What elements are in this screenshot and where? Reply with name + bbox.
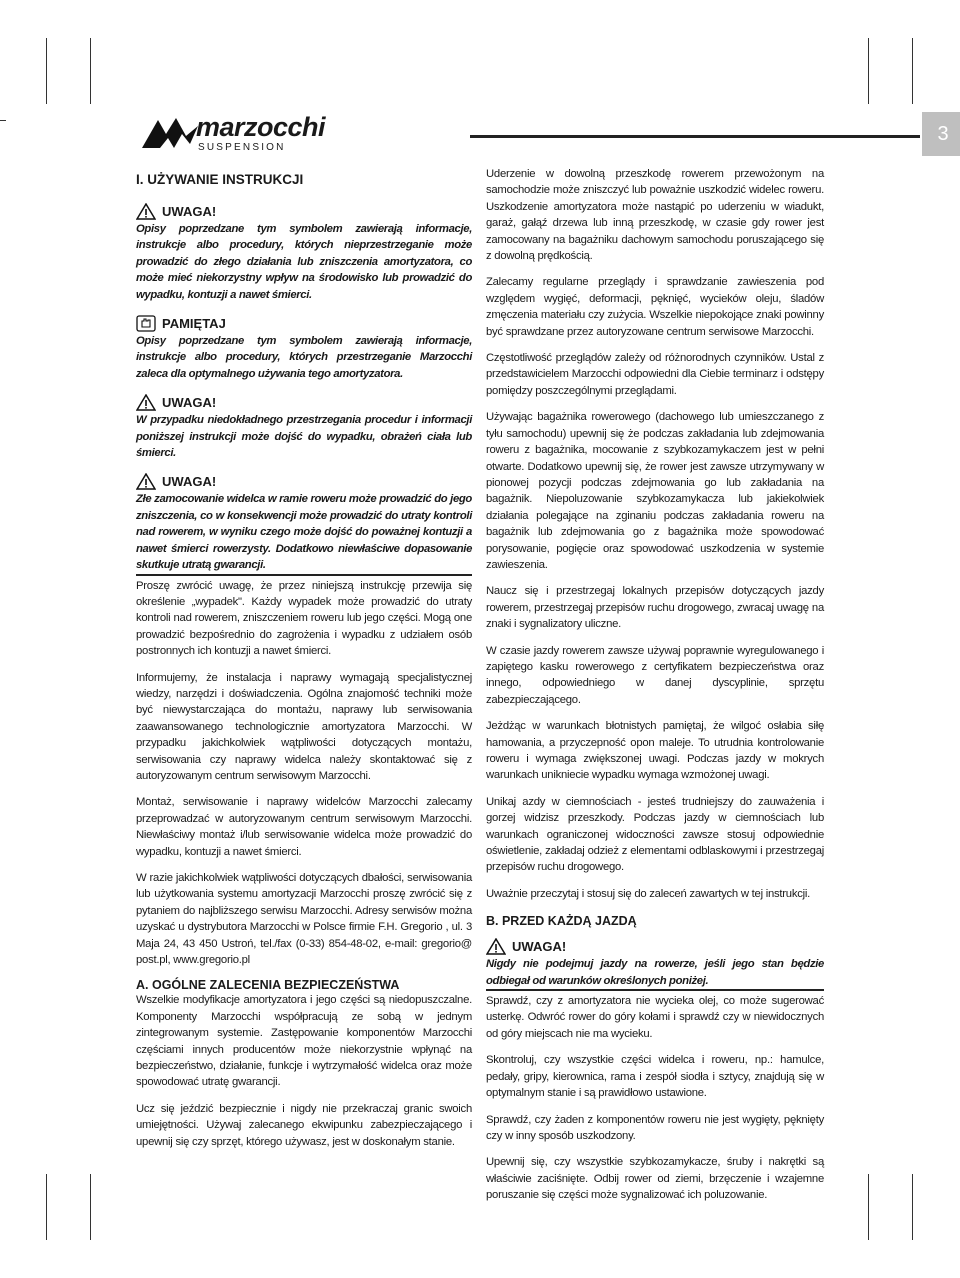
warning-label: UWAGA! [162, 204, 217, 219]
warning-heading [136, 394, 472, 411]
crop-mark [912, 38, 913, 104]
page-header [140, 112, 949, 158]
paragraph: Częstotliwość przeglądów zależy od różnorodnych czynników. Ustal z przedstawicielem Marzocchi odpowiedni dla Ciebie terminarz i odstępy pomiędzy poszczególnymi przeglądami. [486, 352, 824, 397]
paragraph: W razie jakichkolwiek wątpliwości dotyczących dbałości, serwisowania lub użytkowania systemu amortyzacji Marzocchi proszę zwrócić się z pytaniem do najbliższego serwisu Marzocchi. Adresy serwisów można uzyskać u dystrybutora Marzocchi w Polsce firmie F.H. Gregorio , ul. 3 Maja 24, 43 450 Ustroń, tel./fax (0-33) 854-48-02, e-mail: gregorio@ post.pl, www.gregorio.pl [136, 872, 472, 967]
crop-mark [90, 1174, 91, 1240]
note-label: PAMIĘTAJ [162, 316, 226, 332]
paragraph: Uderzenie w dowolną przeszkodę rowerem przewożonym na samochodzie może zniszczyć lub poważnie uszkodzić widelec roweru. Uszkodzenie amortyzatora może nastąpić po uderzeniu w wiadukt, garaż, gałąź drzewa lub inną przeszkodę, w czasie gdy rower jest zamocowany na bagażniku dachowym samochodu poruszającego się z dowolną prędkością. [486, 168, 824, 263]
warning-text [486, 956, 824, 991]
paragraph: Upewnij się, czy wszystkie szybkozamykacze, śruby i nakrętki są właściwie zaciśnięte. Odbij rower od ziemi, brzęczenie i wzajemne poruszanie się części może sygnalizować ich poluzowanie. [486, 1156, 824, 1202]
warning-label: UWAGA! [512, 939, 567, 955]
warning-label: UWAGA! [162, 474, 217, 490]
paragraph: Sprawdź, czy z amortyzatora nie wycieka olej, co może sugerować usterkę. Odwróć rower do góry kołami i sprawdź czy w niewidocznych od góry miejscach nie ma wycieku. [486, 995, 824, 1040]
marzocchi-logo [140, 114, 330, 156]
warning-triangle-icon [136, 394, 156, 411]
brand-name: marzocchi [196, 112, 326, 142]
warning-triangle-icon [486, 938, 506, 955]
warning-heading [486, 938, 824, 955]
paragraph: Sprawdź, czy żaden z komponentów roweru nie jest wygięty, pęknięty czy w inny sposób uszkodzony. [486, 1113, 824, 1142]
header-rule [470, 135, 920, 138]
paragraph: Zalecamy regularne przeglądy i sprawdzanie zawieszenia pod względem wygięć, deformacji, pęknięć, wycieków oleju, śladów zmęczenia materiału czy zużycia. Wszelkie niepokojące znaki powinny być sprawdzane przez autoryzowane centrum serwisowe Marzocchi. [486, 276, 824, 338]
right-column [486, 166, 824, 1214]
warning-text-underlined: Nigdy nie podejmuj jazdy na rowerze, jeśli jego stan będzie odbiegał od warunków określonych poniżej. [486, 956, 824, 991]
paragraph: Montaż, serwisowanie i naprawy widelców Marzocchi zalecamy przeprowadzać w autoryzowanym centrum serwisowym Marzocchi. Niewłaściwy montaż i/lub serwisowanie widelca może prowadzić do wypadku, kontuzji a nawet śmierci. [136, 796, 472, 858]
section-title-instructions: I. UŻYWANIE INSTRUKCJI [136, 172, 304, 187]
note-text: Opisy poprzedzane tym symbolem zawierają informacje, instrukcje albo procedury, których przestrzeganie Marzocchi zaleca dla optymalnego używania tego amortyzatora. [136, 335, 472, 380]
paragraph: Uważnie przeczytaj i stosuj się do zaleceń zawartych w tej instrukcji. [486, 887, 811, 900]
paragraph: Ucz się jeździć bezpiecznie i nigdy nie przekraczaj granic swoich umiejętności. Używaj zalecanego ekwipunku zabezpieczającego i upewnij się czy sprzęt, którego używasz, jest w doskonałym stanie. [136, 1102, 472, 1148]
crop-mark [0, 120, 6, 121]
crop-mark [46, 1174, 47, 1240]
paragraph: Używając bagażnika rowerowego (dachowego lub umieszczanego z tyłu samochodu) upewnij się że podczas zakładania lub zdejmowania roweru z bagażnika, mocowanie z szybkozamykaczem jest w pełni otwarte. Dodatkowo upewnij się, że rower jest zawsze utrzymywany w pionowej pozycji podczas zdejmowania go lub zakładania na bagażnik. Niepoluzowanie szybkozamykacza lub jakiekolwiek działania polegające na zginaniu podczas zakładania roweru na bagażnik lub zdejmowania go z bagażnika może spowodować porysowanie, pogięcie oraz spowodować uszkodzenia w systemie zawieszenia. [486, 411, 824, 571]
crop-mark [868, 1174, 869, 1240]
paragraph: Proszę zwrócić uwagę, że przez niniejszą instrukcję przewija się określenie „wypadek". Każdy wypadek może prowadzić do utraty kontroli nad rowerem, zniszczeniem roweru lub jego części. Mogą one prowadzić bezpośrednio do zagrożenia i wypadku z udziałem osób postronnych ich kontuzji a nawet śmierci. [136, 579, 472, 658]
note-hand-icon [136, 315, 156, 332]
page-number: 3 [922, 112, 960, 156]
marzocchi-m-icon [140, 114, 200, 154]
warning-heading [136, 203, 472, 220]
note-heading [136, 315, 472, 332]
brand-subtitle: SUSPENSION [198, 142, 286, 153]
warning-text: W przypadku niedokładnego przestrzegania procedur i informacji poniższej instrukcji może dojść do wypadku, obrażeń ciała lub śmierci. [136, 414, 472, 460]
warning-text-underlined: Złe zamocowanie widelca w ramie roweru może prowadzić do jego zniszczenia, co w konsekwencji może prowadzić do utraty kontroli nad rowerem, w wyniku czego może dojść do poważnej kontuzji a nawet śmierci rowerzysty. Dodatkowo niewłaściwe dopasowanie skutkuje utratą gwarancji. [136, 491, 472, 575]
paragraph: Wszelkie modyfikacje amortyzatora i jego części są niedopuszczalne. Komponenty Marzocchi współpracują ze sobą w jednym zintegrowanym systemie. Zastępowanie komponentów Marzocchi częściami innych producentów może niekorzystnie wpłynąć na bezpieczeństwo, działanie, funkcje i wytrzymałość widelca oraz może spowodować utratę gwarancji. [136, 994, 472, 1089]
paragraph: W czasie jazdy rowerem zawsze używaj poprawnie wyregulowanego i zapiętego kasku rowerowego z certyfikatem bezpieczeństwa oraz innego, odpowiedniego w danej dyscyplinie, sprzętu zabezpieczającego. [486, 644, 824, 706]
crop-mark [912, 1174, 913, 1240]
section-title-before-ride: B. PRZED KAŻDĄ JAZDĄ [486, 914, 637, 929]
left-column [136, 172, 472, 1160]
section-title-safety: A. OGÓLNE ZALECENIA BEZPIECZEŃSTWA [136, 978, 400, 993]
paragraph: Informujemy, że instalacja i naprawy wymagają specjalistycznej wiedzy, narzędzi i doświadczenia. Ogólna znajomość techniki może być niewystarczająca do montażu, naprawy lub serwisowania zaawansowanego technologicznie amortyzatora Marzocchi. W przypadku jakichkolwiek wątpliwości dotyczących montażu, serwisowania czy naprawy widelca należy skontaktować się z autoryzowanym centrum serwisowym Marzocchi. [136, 671, 472, 782]
warning-heading [136, 473, 472, 490]
paragraph: Unikaj azdy w ciemnościach - jesteś trudniejszy do zauważenia i gorzej widzisz przeszkody. Podczas jazdy w ciemnościach lub warunkach ograniczonej widoczności zawsze stosuj odpowiednie oświetlenie, zakładaj odzież z elementami odblaskowymi i przestrzegaj przepisów ruchu drogowego. [486, 795, 824, 874]
warning-triangle-icon [136, 473, 156, 490]
warning-label: UWAGA! [162, 395, 217, 411]
paragraph: Jeżdżąc w warunkach błotnistych pamiętaj, że wilgoć osłabia siłę hamowania, a przyczepność opon maleje. To utrudnia kontrolowanie roweru i wymaga zwiększonej uwagi. Podczas jazdy w mokrych warunkach unikniecie wypadku wymaga wzmożonej uwagi. [486, 720, 824, 782]
warning-triangle-icon [136, 203, 156, 220]
crop-mark [868, 38, 869, 104]
crop-mark [90, 38, 91, 104]
warning-text: Opisy poprzedzane tym symbolem zawierają informacje, instrukcje albo procedury, których nieprzestrzeganie może prowadzić do złego działania lub zniszczenia amortyzatora, co może mieć niekorzystny wpływ na środowisko lub prowadzić do wypadku, kontuzji a nawet śmierci. [136, 223, 472, 301]
paragraph: Naucz się i przestrzegaj lokalnych przepisów dotyczących jazdy rowerem, przestrzegaj przepisów ruchu drogowego, zwracaj uwagę na znaki i sygnalizatory uliczne. [486, 585, 824, 631]
warning-text [136, 491, 472, 575]
paragraph: Skontroluj, czy wszystkie części widelca i roweru, np.: hamulce, pedały, gripy, kierownica, rama i zespół siodła i sztycy, znajdują się w optymalnym stanie i są prawidłowo ustawione. [486, 1054, 824, 1100]
crop-mark [46, 38, 47, 104]
